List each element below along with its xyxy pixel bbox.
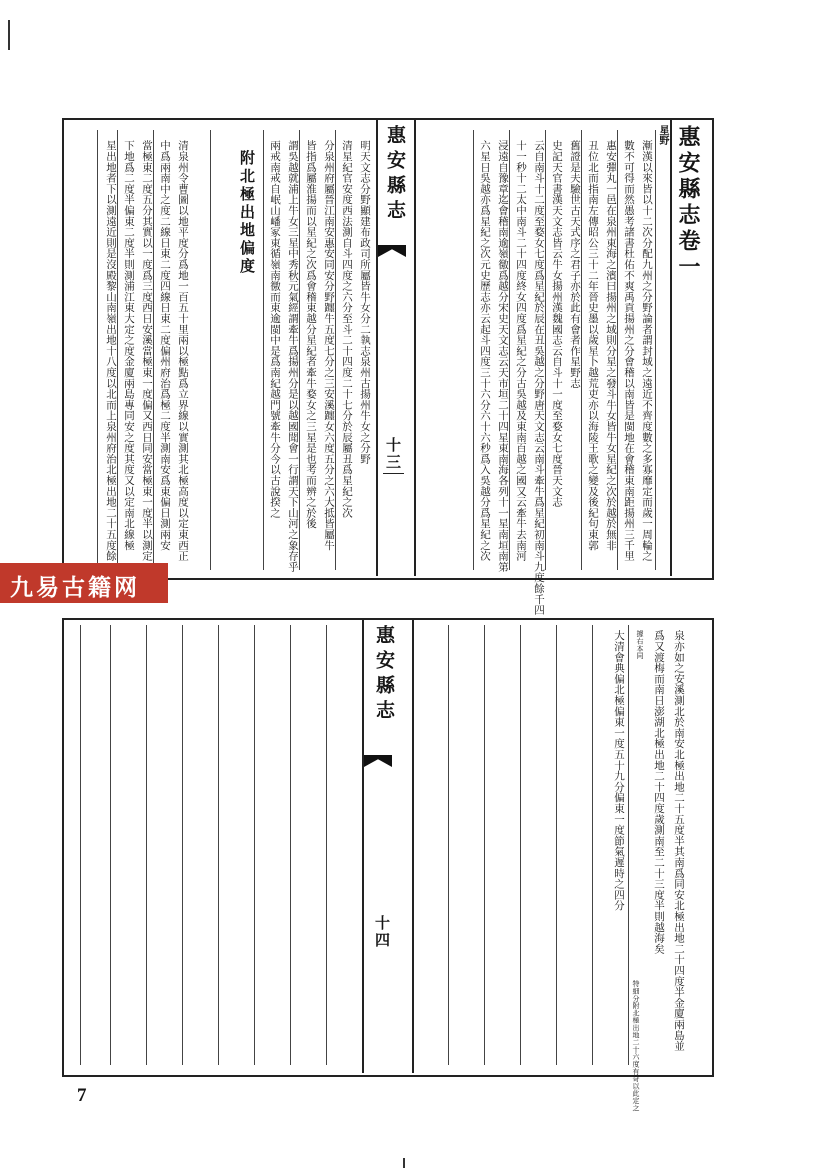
bottom-main-column: 大清會典偏北極偏東一度五十九分偏東一度節氣遲時之四分 [613, 630, 625, 911]
section-heading: 附北極出地偏度 [238, 150, 256, 276]
left-column-2: 清星紀官安度西法測自斗四度之六分至斗二十四度二十七分於辰屬丑爲星紀之次 [341, 140, 353, 518]
column-rule [617, 130, 618, 570]
fishtail-mark [378, 245, 406, 257]
page-edge-mark [8, 20, 10, 50]
page-number-13: 十三 [383, 437, 404, 474]
page-number-14: 十四 [373, 915, 391, 949]
body-column-7: 云自南斗十二度至婺女七度爲星紀於辰在丑吳越之分野唐天文志云南斗牽牛爲星紀初南斗九度餘千四 [533, 140, 545, 616]
body-column-5: 舊證是夫驗世古天式序之君子亦於此有會者作星野志 [569, 140, 581, 389]
left-column-5: 謂吳越就浦上牛女三星中秀秋元氣經謂牽牛爲揚州分是以越國聞會一行謂天下山河之象存乎 [287, 140, 299, 572]
body-column-8: 十一秒十二太中南斗二十四度終女四度爲星紀之分古吳越及東南百越之國又云牽牛去南河 [515, 140, 527, 562]
column-rule [592, 625, 593, 1065]
body-column-6: 史記天官書漢天文志皆云牛女揚州漢魏國志云自斗十一度至婺女七度晉天文志 [551, 140, 563, 508]
column-rule [146, 625, 147, 1065]
trailing-column-1: 清泉州令曹圖以地平度分爲地一百五十里兩以極點爲立界線以實測其北極高度以定東西正 [177, 140, 189, 562]
fold-rule-left [362, 618, 364, 1073]
column-rule [628, 625, 629, 1065]
folio-number: 7 [77, 1085, 87, 1106]
column-rule [545, 130, 546, 570]
column-rule [326, 625, 327, 1065]
column-rule [581, 130, 582, 570]
fold-title: 惠安縣志 [373, 625, 395, 725]
fold-rule-left [376, 118, 378, 576]
column-rule [210, 130, 211, 570]
bottom-right-note: 據右本同 [636, 630, 644, 660]
left-column-3: 分泉州府屬晉江南安惠安同安分野躔牛五度七分之三安溪躔女六度五分之六大抵皆屬牛 [323, 140, 335, 551]
column-rule [655, 130, 656, 570]
column-rule [110, 625, 111, 1065]
column-rule [290, 625, 291, 1065]
left-column-4: 皆指爲屬淮揚而以星紀之次爲會稽東越分星紀者牽牛婺女之三星是也考而辨之於後 [305, 140, 317, 529]
volume-title: 惠安縣志卷一 [675, 125, 701, 281]
trailing-column-5: 星出地者下以測遠近則是沒殿黎山南嶺出地十八度以北而上泉州府治北極出地二十五度餘 [105, 140, 117, 562]
column-rule [254, 625, 255, 1065]
column-rule [153, 130, 154, 570]
column-rule [509, 130, 510, 570]
body-column-2: 數不可得而然愚考諸書杜佑不爽禹貢揚州之分會稽以南皆是閩地在會稽東南距揚州三千里 [623, 140, 635, 562]
column-rule [335, 130, 336, 570]
body-column-4: 丑位北而指南左傳昭公三十二年晉史墨以歲星卜越荒吏亦以海陵王歌之變及後紀句東郭 [587, 140, 599, 551]
category-label: 星野 [657, 125, 668, 146]
bottom-right-column-2: 爲又渡梅而南日澎湖北極出地二十四度歲測南至二十三度半則越海矣 [653, 630, 665, 954]
body-column-9: 浸遠自豫章迄會稽南逾嶺徼爲越分宋史天文志云天市垣二十四星東南海各列十一星南垣南第 [497, 140, 509, 572]
left-column-1: 明天文志分野顯建布政司所屬皆牛女分二執志泉州古揚州牛女之分野 [359, 140, 371, 464]
trailing-column-3: 當極東二度五分其實以一度爲三度西日安溪當極東一度偏又西日同安當極東一度半以測定 [141, 140, 153, 562]
column-rule [299, 130, 300, 570]
column-rule [520, 625, 521, 1065]
column-rule [484, 625, 485, 1065]
trailing-column-2: 中爲兩南中之度二線日東二度四線日東二度偏州府治爲極二度半測南安爲東偏日測兩安 [159, 140, 171, 551]
column-rule [556, 625, 557, 1065]
fold-strip-top [380, 125, 410, 565]
column-rule [97, 130, 98, 570]
trailing-column-4: 下地爲二度半偏東二度半則測浦江東大定之度金廈兩島專同安之度其度又以定南北線極 [123, 140, 135, 551]
fold-strip-bottom [366, 625, 402, 1065]
column-rule [80, 625, 81, 1065]
side-note: 特細分附北極出地二十六度有奇以此定之 [632, 980, 640, 1112]
fold-title: 惠安縣志 [384, 125, 406, 225]
fishtail-mark [364, 755, 392, 767]
column-rule [218, 625, 219, 1065]
watermark-text: 九易古籍网 [10, 575, 140, 601]
column-rule [263, 130, 264, 570]
fold-rule-right [412, 618, 414, 1073]
foot-mark [403, 1158, 405, 1168]
bottom-right-column-1: 泉亦如之安溪測北於南安北極出地二十五度半其南爲同安北極出地二十四度半金廈兩島並 [673, 630, 685, 1052]
watermark-banner [0, 563, 168, 603]
title-rule [670, 118, 672, 576]
body-column-1: 漸漢以來皆以十二次分配九州之分野論者謂封域之遠近不齊度數之多寡靡定而歲一周輪之 [641, 140, 653, 562]
body-column-3: 惠安彈丸一邑在泉州東海之濱曰揚州之域則分星之發斗牛女皆牛女星紀之次於越於無非 [605, 140, 617, 551]
fold-rule-right [414, 118, 416, 576]
left-column-6: 兩戒南戒自岷山嶓冢東循嶺南徼而東逾閩中是爲南紀越門號牽牛分今以古說揆之 [269, 140, 281, 518]
body-column-10: 六星日吳越亦爲星紀之次元史歷志亦云起斗四度三十六分六十六秒爲入吳越分爲星紀之次 [479, 140, 491, 562]
column-rule [473, 130, 474, 570]
column-rule [448, 625, 449, 1065]
column-rule [117, 130, 118, 570]
column-rule [182, 625, 183, 1065]
